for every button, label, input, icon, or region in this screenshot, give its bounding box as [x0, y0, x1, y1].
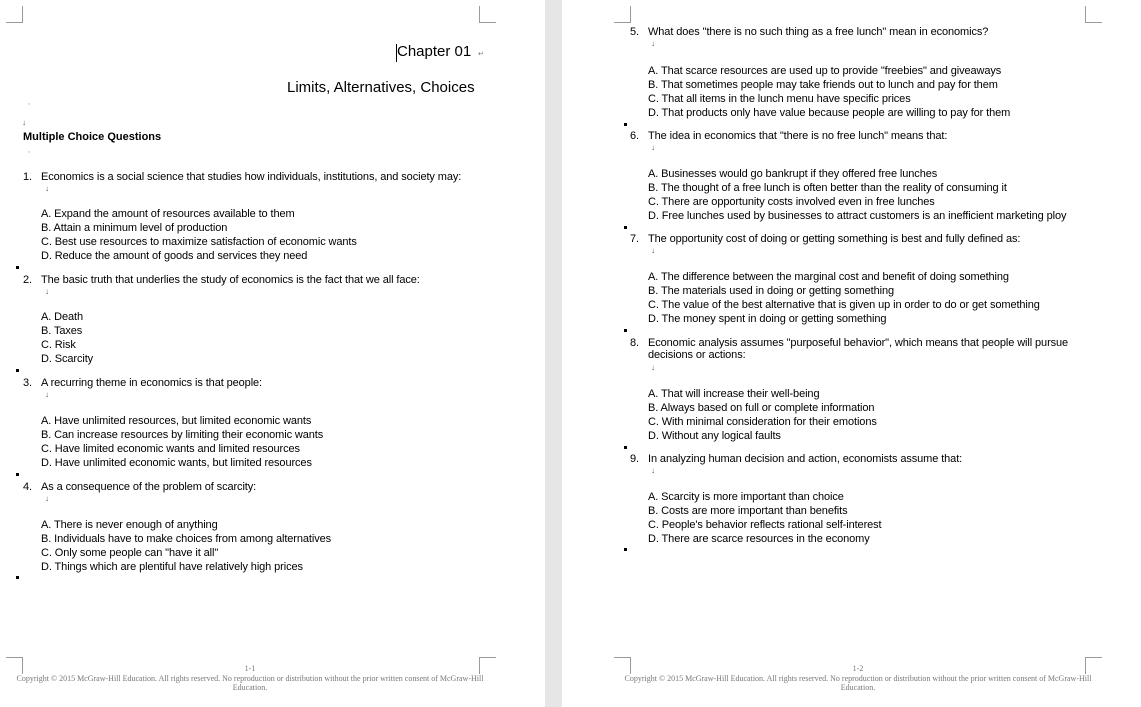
answer-option[interactable]: B. Taxes	[41, 325, 83, 337]
answer-option[interactable]: B. The thought of a free lunch is often better than the reality of consuming it	[648, 182, 1007, 194]
paragraph-mark: ,	[28, 147, 30, 154]
answer-option[interactable]: A. There is never enough of anything	[41, 519, 218, 531]
answer-option[interactable]: D. Things which are plentiful have relatively high prices	[41, 561, 303, 573]
line-break-mark: ↓	[651, 363, 655, 372]
chapter-title[interactable]: Chapter 01	[397, 43, 472, 60]
line-break-mark: ↓	[45, 184, 49, 193]
copyright-footer	[10, 674, 490, 692]
document-page-2	[562, 0, 1141, 707]
answer-option[interactable]: D. Have unlimited economic wants, but limited resources	[41, 457, 312, 469]
question-number: 7.	[630, 233, 639, 245]
answer-option[interactable]: C. That all items in the lunch menu have specific prices	[648, 93, 911, 105]
paragraph-bullet	[624, 446, 627, 449]
document-page-1	[0, 0, 545, 707]
page-number: 1-1	[244, 664, 256, 673]
answer-option[interactable]: C. With minimal consideration for their emotions	[648, 416, 877, 428]
answer-option[interactable]: B. Always based on full or complete information	[648, 402, 875, 414]
paragraph-bullet	[624, 329, 627, 332]
line-break-mark: ↓	[45, 287, 49, 296]
crop-mark	[614, 6, 631, 23]
paragraph-bullet	[624, 123, 627, 126]
paragraph-bullet	[16, 369, 19, 372]
answer-option[interactable]: A. That scarce resources are used up to provide "freebies" and giveaways	[648, 65, 1002, 77]
copyright-line-2: Education.	[840, 683, 876, 692]
answer-option[interactable]: B. That sometimes people may take friends out to lunch and pay for them	[648, 79, 998, 91]
copyright-line-2: Education.	[232, 683, 268, 692]
question-text[interactable]: A recurring theme in economics is that people:	[41, 377, 263, 389]
answer-option[interactable]: B. Attain a minimum level of production	[41, 222, 228, 234]
section-heading[interactable]: Multiple Choice Questions	[23, 131, 162, 143]
answer-option[interactable]: C. Best use resources to maximize satisfaction of economic wants	[41, 236, 357, 248]
crop-mark	[479, 6, 496, 23]
question-number: 6.	[630, 130, 639, 142]
answer-option[interactable]: A. Expand the amount of resources available to them	[41, 208, 295, 220]
answer-option[interactable]: D. Reduce the amount of goods and services they need	[41, 250, 308, 262]
question-number: 5.	[630, 26, 639, 38]
copyright-line-1: Copyright © 2015 McGraw-Hill Education. All rights reserved. No reproduction or distribution without the prior written consent of McGraw-Hill	[16, 674, 484, 683]
answer-option[interactable]: A. Scarcity is more important than choice	[648, 491, 844, 503]
answer-option[interactable]: A. The difference between the marginal cost and benefit of doing something	[648, 271, 1009, 283]
answer-option[interactable]: C. People's behavior reflects rational self-interest	[648, 519, 882, 531]
paragraph-bullet	[624, 226, 627, 229]
answer-option[interactable]: C. Have limited economic wants and limited resources	[41, 443, 300, 455]
question-text[interactable]: The basic truth that underlies the study of economics is the fact that we all face:	[41, 274, 420, 286]
answer-option[interactable]: C. The value of the best alternative that is given up in order to do or get something	[648, 299, 1040, 311]
line-break-mark: ↓	[651, 39, 655, 48]
question-text[interactable]: The opportunity cost of doing or getting something is best and fully defined as:	[648, 233, 1021, 245]
question-number: 2.	[23, 274, 32, 286]
answer-option[interactable]: B. The materials used in doing or getting something	[648, 285, 895, 297]
question-number: 8.	[630, 337, 639, 349]
answer-option[interactable]: B. Costs are more important than benefits	[648, 505, 848, 517]
paragraph-mark: ↵	[478, 51, 484, 58]
crop-mark	[6, 6, 23, 23]
copyright-footer	[618, 674, 1098, 692]
answer-option[interactable]: C. Risk	[41, 339, 76, 351]
question-number: 9.	[630, 453, 639, 465]
question-text[interactable]: What does "there is no such thing as a free lunch" mean in economics?	[648, 26, 989, 38]
paragraph-bullet	[16, 576, 19, 579]
question-number: 3.	[23, 377, 32, 389]
line-break-mark: ↓	[651, 246, 655, 255]
answer-option[interactable]: A. Have unlimited resources, but limited economic wants	[41, 415, 312, 427]
line-break-mark: ↓	[651, 143, 655, 152]
answer-option[interactable]: D. The money spent in doing or getting something	[648, 313, 887, 325]
copyright-line-1: Copyright © 2015 McGraw-Hill Education. All rights reserved. No reproduction or distribution without the prior written consent of McGraw-Hill	[624, 674, 1092, 683]
line-break-mark: ↓	[45, 494, 49, 503]
question-text[interactable]: In analyzing human decision and action, economists assume that:	[648, 453, 963, 465]
answer-option[interactable]: A. That will increase their well-being	[648, 388, 820, 400]
paragraph-bullet	[624, 548, 627, 551]
question-number: 1.	[23, 171, 32, 183]
question-number: 4.	[23, 481, 32, 493]
line-break-mark: ↓	[45, 390, 49, 399]
answer-option[interactable]: B. Can increase resources by limiting their economic wants	[41, 429, 324, 441]
question-text[interactable]: Economic analysis assumes "purposeful behavior", which means that people will pursue	[648, 337, 1069, 349]
question-text[interactable]: As a consequence of the problem of scarcity:	[41, 481, 257, 493]
answer-option[interactable]: D. Scarcity	[41, 353, 94, 365]
answer-option[interactable]: D. Free lunches used by businesses to attract customers is an inefficient marketing ploy	[648, 210, 1067, 222]
paragraph-bullet	[16, 266, 19, 269]
answer-option[interactable]: B. Individuals have to make choices from among alternatives	[41, 533, 332, 545]
answer-option[interactable]: C. Only some people can "have it all"	[41, 547, 219, 559]
crop-mark	[1085, 6, 1102, 23]
line-break-mark: ↓	[651, 466, 655, 475]
answer-option[interactable]: D. Without any logical faults	[648, 430, 781, 442]
chapter-subtitle[interactable]: Limits, Alternatives, Choices	[287, 79, 475, 96]
line-break-mark: ↓	[22, 118, 26, 127]
answer-option[interactable]: A. Businesses would go bankrupt if they offered free lunches	[648, 168, 938, 180]
answer-option[interactable]: D. That products only have value because people are willing to pay for them	[648, 107, 1011, 119]
paragraph-mark: ,	[28, 99, 30, 106]
answer-option[interactable]: C. There are opportunity costs involved even in free lunches	[648, 196, 935, 208]
paragraph-bullet	[16, 473, 19, 476]
answer-option[interactable]: A. Death	[41, 311, 84, 323]
question-text-continued[interactable]: decisions or actions:	[648, 349, 746, 361]
page-number: 1-2	[852, 664, 864, 673]
question-text[interactable]: The idea in economics that "there is no free lunch" means that:	[648, 130, 948, 142]
answer-option[interactable]: D. There are scarce resources in the economy	[648, 533, 870, 545]
question-text[interactable]: Economics is a social science that studies how individuals, institutions, and society may:	[41, 171, 462, 183]
